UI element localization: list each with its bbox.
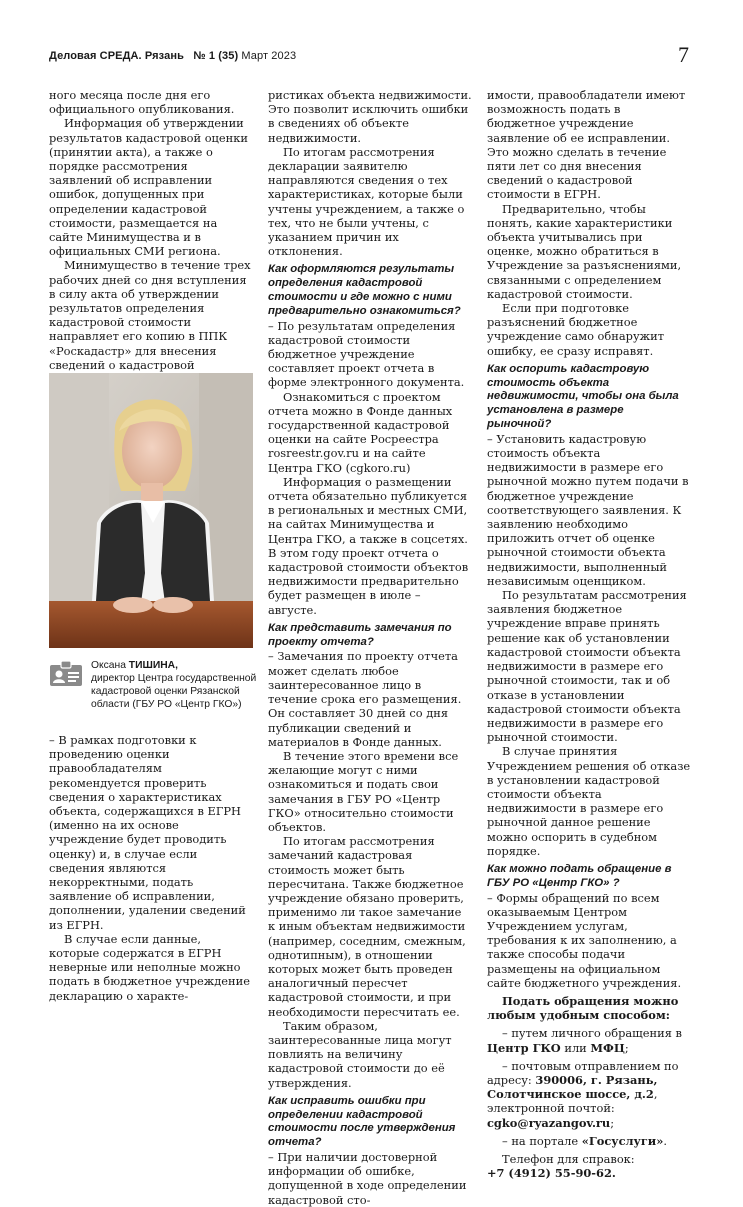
paragraph: Минимущество в течение трех рабочих дней со дня вступления в силу акта об утверждении результатов определения кадастровой стоимости направляет его копию в ППК «Роскадастр» для внесения сведений о кадастровой [49,258,251,372]
paragraph: В течение этого времени все желающие могут с ними ознакомиться и подать свои замечания в ГБУ РО «Центр ГКО» относительно стоимости объектов. [268,748,459,834]
paragraph: – По результатам определения кадастровой стоимости бюджетное учреждение составляет проект отчета в форме электронного документа. [268,318,465,390]
person-position: директор Центра государственной кадастровой оценки Рязанской области (ГБУ РО «Центр ГКО») [91,673,257,710]
paragraph: ристиках объекта недвижимости. Это позволит исключить ошибки в сведениях об объекте недвижимости. [268,88,472,145]
interview-question: Как можно подать обращение в ГБУ РО «Центр ГКО» ? [487,862,672,889]
gko-center: Центр ГКО [487,1040,561,1055]
phone-number[interactable]: +7 (4912) 55-90-62. [487,1166,616,1181]
interview-question: Как оформляются результаты определения кадастровой стоимости и где можно с ними предварительно ознакомиться? [268,263,461,317]
text: ; [610,1115,615,1130]
column-2 [268,88,472,1207]
paragraph: – В рамках подготовки к проведению оценки правообладателям рекомендуется проверить сведения о характеристиках объекта, содержащихся в ЕГРН (именно на их основе учреждение будет проводить оценку) и, в случае если сведения являются некорректными, подать заявление об исправлении, дополнении, удалении сведений из ЕГРН. [49,733,246,932]
paragraph: В случае принятия Учреждением решения об отказе в установлении кадастровой стоимости объекта недвижимости в размере его рыночной данное решение можно оспорить в судебном порядке. [487,744,691,858]
publication-title: Деловая СРЕДА. Рязань [49,50,184,62]
text: – путем личного обращения в [502,1026,682,1041]
email-link[interactable]: cgko@ryazangov.ru [487,1115,611,1130]
portrait-illustration [49,373,253,648]
interview-question: Как исправить ошибки при определении кадастровой стоимости после утверждения отчета? [268,1094,456,1149]
column-1-bottom [49,733,253,1003]
postal-address: 390006, г. Рязань, Солотчинское шоссе, д.2 [487,1072,658,1102]
paragraph: По итогам рассмотрения замечаний кадастровая стоимость может быть пересчитана. Также бюджетное учреждение обязано проверить, применимо ли такое замечание к иным объектам недвижимости (например, соседним, смежным, однотипным), в отношении которых может быть проведен аналогичный пересчет кадастровой стоимости, и при необходимости пересчитать ее. [268,834,466,1019]
contact-item-mail [487,1059,691,1130]
caption-text [91,659,269,711]
photo-caption [49,659,264,715]
paragraph: – Формы обращений по всем оказываемым Центром Учреждением услугам, требования к их заполнению, а также способы подачи размещены на официальном сайте бюджетного учреждения. [487,890,682,990]
paragraph: Предварительно, чтобы понять, какие характеристики объекта учитывались при оценке, можно обратиться в Учреждение за разъяснениями, связанными с определением кадастровой стоимости. [487,201,682,301]
text: . [663,1133,668,1148]
paragraph: – При наличии достоверной информации об ошибке, допущенной в ходе определении кадастровой сто- [268,1149,467,1207]
paragraph: ного месяца после дня его официального опубликования. [49,88,235,117]
paragraph: Информация об утверждении результатов кадастровой оценки (принятии акта), а также о порядке рассмотрения заявлений об исправлении ошибок, допущенных при определении кадастровой стоимости, размещается на сайте Минимущества и в официальных СМИ региона. [49,116,248,259]
person-last-name: ТИШИНА, [128,660,178,671]
text: или [560,1040,591,1055]
interview-question: Как оспорить кадастровую стоимость объекта недвижимости, чтобы она была установлена в размере рыночной? [487,362,679,431]
paragraph: имости, правообладатели имеют возможность подать в бюджетное учреждение заявление об ее исправлении. Это можно сделать в течение пяти лет со дня внесения сведений о кадастровой стоимости в ЕГРН. [487,88,686,202]
text: – почтовым отправлением по адресу: [487,1058,679,1087]
text: ; [624,1040,629,1055]
page-number: 7 [678,42,689,67]
contact-item-portal [487,1134,691,1148]
phone-label: Телефон для справок: [502,1151,635,1166]
paragraph: Информация о размещении отчета обязательно публикуется в региональных и местных СМИ, на сайтах Минимущества и Центра ГКО, а также в соцсетях. В этом году проект отчета о кадастровой стоимости объектов недвижимости предварительно будет размещен в июле – августе. [268,474,469,617]
mfc: МФЦ [590,1040,625,1055]
person-first-name: Оксана [91,660,129,671]
paragraph: По результатам рассмотрения заявления бюджетное учреждение вправе принять решение как об установлении кадастровой стоимости объекта недвижимости в размере его рыночной стоимости, так и об отказе в установлении кадастровой стоимости объекта недвижимости в размере его рыночной стоимости. [487,588,687,745]
interview-question: Как представить замечания по проекту отчета? [268,621,452,648]
paragraph: Таким образом, заинтересованные лица могут повлиять на величину кадастровой стоимости до её утверждения. [268,1018,452,1090]
text: – на портале [502,1133,582,1148]
gosuslugi-portal[interactable]: «Госуслуги» [581,1133,664,1148]
paragraph: В случае если данные, которые содержатся в ЕГРН неверные или неполные можно подать в бюджетное учреждение декларацию о характе- [49,931,250,1003]
paragraph: По итогам рассмотрения декларации заявителю направляются сведения о тех характеристиках, которые были учтены учреждением, а также о тех, что не были учтены, с указанием причин их отклонения. [268,144,465,259]
portrait-photo [49,373,253,648]
issue-date: Март 2023 [241,50,297,62]
contact-heading: Подать обращения можно любым удобным способом: [487,993,679,1023]
paragraph: – Замечания по проекту отчета может сделать любое заинтересованное лицо в течение срока его размещения. Он составляет 30 дней со дня публикации сведений и материалов в Фонде данных. [268,649,462,749]
paragraph: Если при подготовке разъяснений бюджетное учреждение само обнаружит ошибку, ее сразу исправят. [487,301,665,358]
issue-number: № 1 (35) [193,50,239,62]
id-badge-icon [49,661,83,687]
text: , электронной почтой: [487,1087,658,1116]
column-3 [487,88,691,1180]
contact-item-in-person [487,1026,691,1054]
page-header [0,0,743,72]
publication-line [49,50,296,62]
paragraph: Ознакомиться с проектом отчета можно в Фонде данных государственной кадастровой оценки на сайте Росреестра rosreestr.gov.ru и на сайте Центра ГКО (cgkoro.ru) [268,389,453,475]
paragraph: – Установить кадастровую стоимость объекта недвижимости в размере его рыночной можно путем подачи в бюджетное учреждение соответствующего заявления. К заявлению необходимо приложить отчет об оценке рыночной стоимости объекта недвижимости, выполненный независимым оценщиком. [487,431,689,588]
